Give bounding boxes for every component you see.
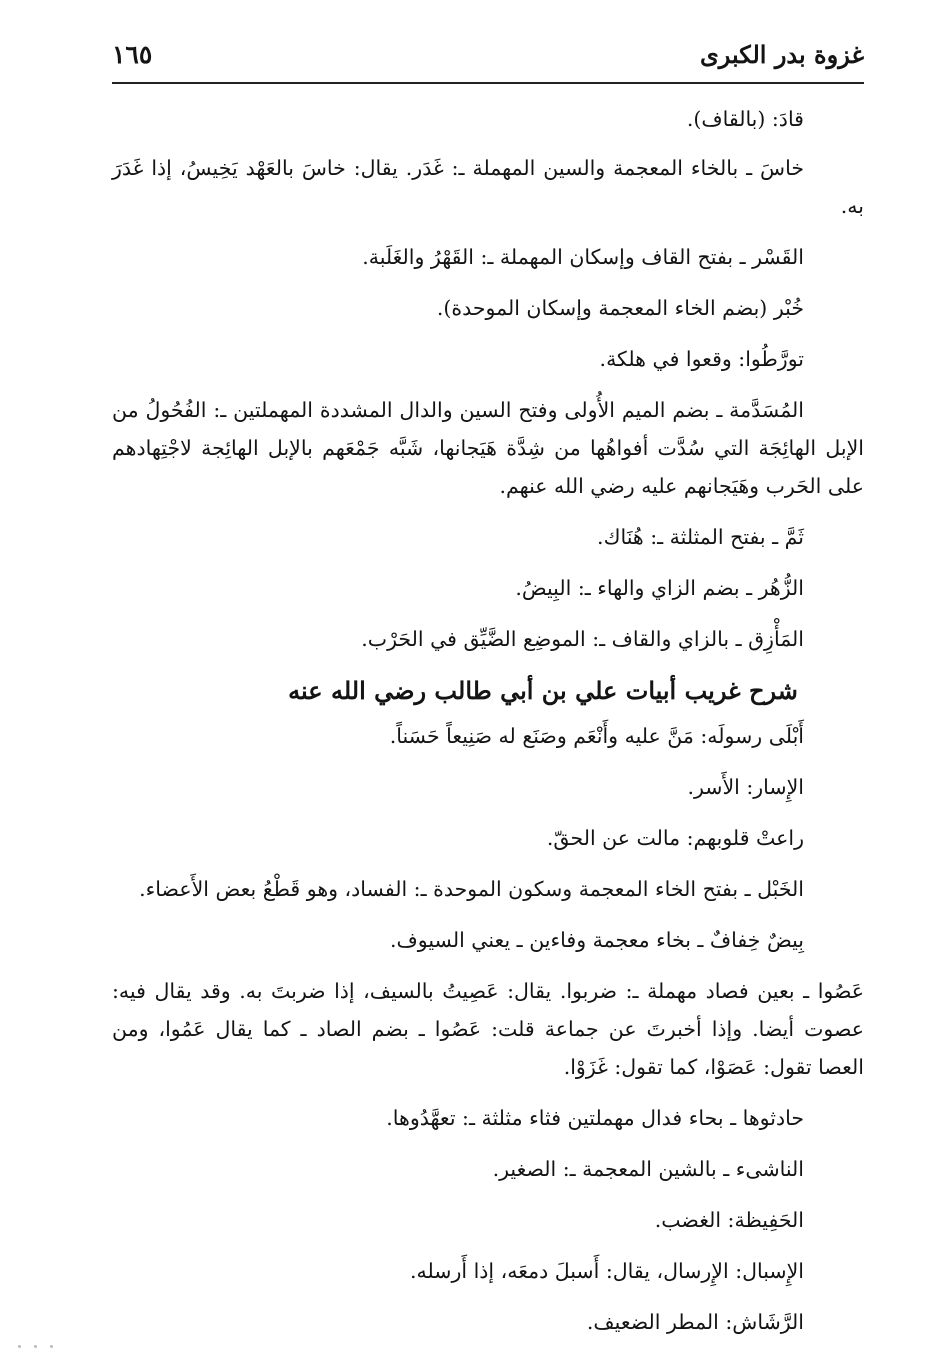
gloss-entry-thamma: ثَمَّ ـ بفتح المثلثة ـ: هُنَاك. xyxy=(597,525,804,549)
scan-speck xyxy=(50,1345,53,1348)
scan-speck xyxy=(34,1345,37,1348)
gloss-entry-hafiza: الحَفِيظة: الغضب. xyxy=(654,1208,804,1232)
gloss-entry-asaw xyxy=(112,972,864,1086)
page-header xyxy=(112,34,864,78)
gloss-entry-khabl: الخَبْل ـ بفتح الخاء المعجمة وسكون الموحدة ـ: الفساد، وهو قَطْعُ بعض الأَعضاء. xyxy=(139,877,804,901)
gloss-entry-zuhur: الزُّهُر ـ بضم الزاي والهاء ـ: البِيضُ. xyxy=(515,576,804,600)
header-rule xyxy=(112,82,864,84)
gloss-entry-bid-khifaf: بِيضٌ خِفافٌ ـ بخاء معجمة وفاءين ـ يعني السيوف. xyxy=(390,928,804,952)
scan-speck xyxy=(18,1345,21,1348)
gloss-entry-rashash: الرَّشَاش: المطر الضعيف. xyxy=(586,1310,804,1334)
section-title: شرح غريب أبيات علي بن أبي طالب رضي الله عنه xyxy=(288,676,798,705)
gloss-entry-isbal: الإِسبال: الإِرسال، يقال: أَسبلَ دمعَه، إذا أَرسله. xyxy=(409,1259,804,1283)
gloss-entry-qasr: القَسْر ـ بفتح القاف وإسكان المهملة ـ: القَهْرُ والغَلَبة. xyxy=(362,245,804,269)
gloss-entry-raat: راعتْ قلوبهم: مالت عن الحقّ. xyxy=(546,826,804,850)
running-title: غزوة بدر الكبرى xyxy=(699,40,864,69)
gloss-entry-text: خاسَ ـ بالخاء المعجمة والسين المهملة ـ: غَدَر. يقال: خاسَ بالعَهْد يَخِيسُ، إذا غَدَرَ به. xyxy=(112,156,864,218)
gloss-entry-qada: قادَ: (بالقاف). xyxy=(686,107,804,131)
gloss-entry-text: المُسَدَّمة ـ بضم الميم الأُولى وفتح السين والدال المشددة المهملتين ـ: الفُحُولُ من الإبل الهائِجَة التي سُدَّت أفواهُها من شِدَّة هَيَجانها، شَبَّه جَمْعَهم بالإبل الهائِجة لاجْتِهادهم على الحَرب وهَيَجانهم عليه رضي الله عنهم. xyxy=(112,398,864,498)
gloss-entry-text: عَصُوا ـ بعين فصاد مهملة ـ: ضربوا. يقال: عَصِيتُ بالسيف، إذا ضربتَ به. وقد يقال فيه: عصوت أيضا. وإذا أخبرتَ عن جماعة قلت: عَصُوا ـ بضم الصاد ـ كما يقال عَمُوا، ومن العصا تقول: عَصَوْا، كما تقول: غَزَوْا. xyxy=(112,979,864,1079)
gloss-entry-abla: أَبْلَى رسولَه: مَنَّ عليه وأَنْعَم وصَنَع له صَنِيعاً حَسَناً. xyxy=(389,724,804,748)
gloss-entry-hadithuha: حادثوها ـ بحاء فدال مهملتين فثاء مثلثة ـ: تعهَّدُوها. xyxy=(386,1106,804,1130)
gloss-entry-khasa xyxy=(112,149,864,225)
gloss-entry-khubr: خُبْر (بضم الخاء المعجمة وإسكان الموحدة). xyxy=(436,296,804,320)
gloss-entry-isar: الإِسار: الأَسر. xyxy=(687,775,804,799)
page-body xyxy=(112,100,864,1354)
gloss-entry-nashi: الناشىء ـ بالشين المعجمة ـ: الصغير. xyxy=(492,1157,804,1181)
gloss-entry-musaddama xyxy=(112,391,864,505)
gloss-entry-maaziq: المَأْزِق ـ بالزاي والقاف ـ: الموضِع الضَّيِّق في الحَرْب. xyxy=(361,627,804,651)
page-number: ١٦٥ xyxy=(112,40,153,69)
gloss-entry-tawarratu: تورَّطُوا: وقعوا في هلكة. xyxy=(599,347,804,371)
